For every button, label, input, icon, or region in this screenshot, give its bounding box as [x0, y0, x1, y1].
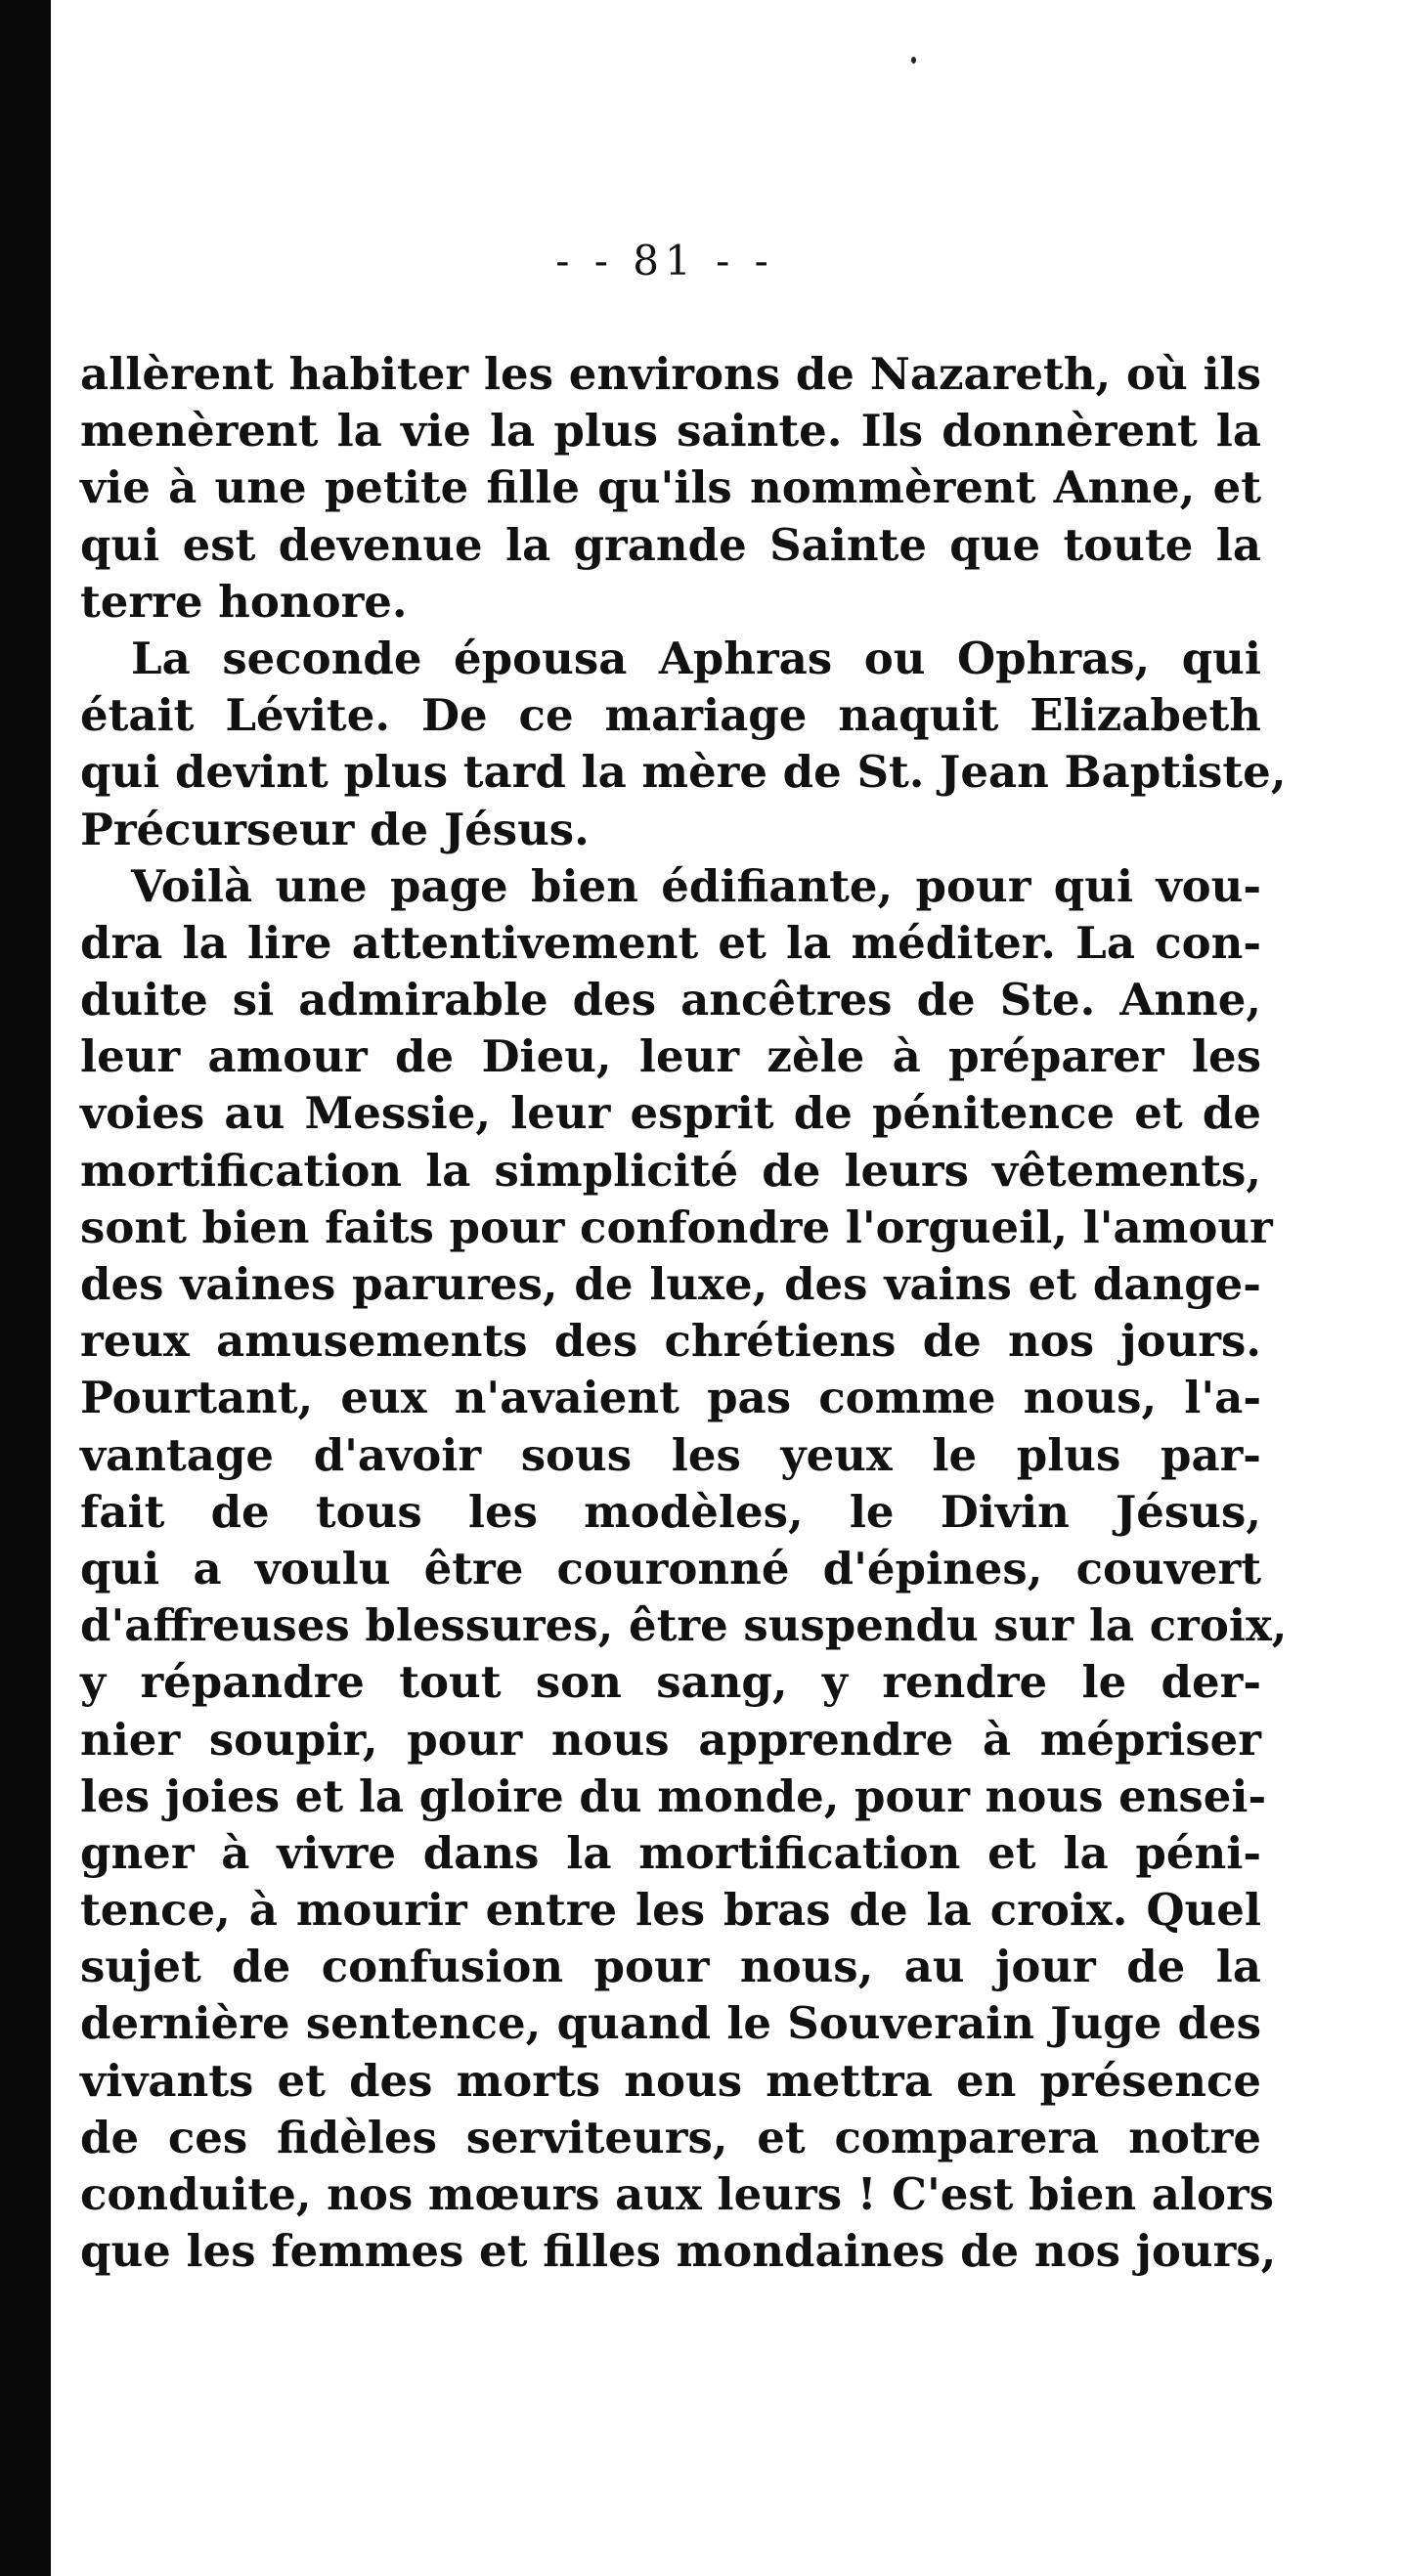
text-line: dernière sentence, quand le Souverain Juge des: [80, 1997, 1261, 2050]
text-line: d'affreuses blessures, être suspendu sur la croix,: [80, 1599, 1288, 1652]
text-line: vie à une petite fille qu'ils nommèrent Anne, et: [80, 461, 1261, 514]
text-line: y répandre tout son sang, y rendre le der-: [80, 1656, 1261, 1709]
text-line: sont bien faits pour confondre l'orgueil, l'amour: [80, 1201, 1273, 1253]
text-line: qui devint plus tard la mère de St. Jean Baptiste,: [80, 746, 1287, 799]
ink-speck: [911, 57, 916, 64]
body-text: [80, 346, 1288, 2280]
text-line: leur amour de Dieu, leur zèle à préparer les: [80, 1030, 1261, 1083]
text-line: allèrent habiter les environs de Nazareth, où ils: [80, 348, 1261, 400]
text-line: les joies et la gloire du monde, pour nous ensei-: [80, 1769, 1267, 1822]
text-line: mortification la simplicité de leurs vêtements,: [80, 1144, 1261, 1197]
text-line: était Lévite. De ce mariage naquit Elizabeth: [80, 689, 1261, 742]
text-line: menèrent la vie la plus sainte. Ils donnèrent la: [80, 405, 1261, 458]
text-line: Précurseur de Jésus.: [80, 803, 590, 855]
text-line: reux amusements des chrétiens de nos jours.: [80, 1315, 1261, 1368]
text-line: duite si admirable des ancêtres de Ste. Anne,: [80, 974, 1261, 1026]
text-line: de ces fidèles serviteurs, et comparera notre: [80, 2111, 1261, 2163]
text-line: tence, à mourir entre les bras de la croix. Quel: [80, 1884, 1261, 1937]
text-line: gner à vivre dans la mortification et la péni-: [80, 1826, 1261, 1879]
text-line: voies au Messie, leur esprit de pénitence et de: [80, 1087, 1261, 1140]
text-line: fait de tous les modèles, le Divin Jésus,: [80, 1485, 1261, 1538]
text-line: La seconde épousa Aphras ou Ophras, qui: [131, 632, 1261, 684]
text-line: vantage d'avoir sous les yeux le plus par-: [80, 1428, 1261, 1481]
text-line: terre honore.: [80, 575, 408, 628]
text-line: qui est devenue la grande Sainte que toute la: [80, 518, 1261, 571]
page-binding-edge: [0, 0, 51, 2576]
text-line: des vaines parures, de luxe, des vains et dange-: [80, 1258, 1261, 1310]
text-line: sujet de confusion pour nous, au jour de la: [80, 1941, 1261, 1993]
text-line: vivants et des morts nous mettra en présence: [80, 2054, 1261, 2107]
text-line: conduite, nos mœurs aux leurs ! C'est bien alors: [80, 2168, 1275, 2220]
text-line: Pourtant, eux n'avaient pas comme nous, l'a-: [80, 1372, 1261, 1424]
page-number: - - 81 - -: [555, 237, 774, 284]
text-line: nier soupir, pour nous apprendre à mépriser: [80, 1713, 1261, 1766]
text-line: que les femmes et filles mondaines de nos jours,: [80, 2225, 1277, 2278]
text-line: dra la lire attentivement et la méditer. La con-: [80, 916, 1261, 969]
text-line: Voilà une page bien édifiante, pour qui vou-: [131, 859, 1261, 912]
text-line: qui a voulu être couronné d'épines, couvert: [80, 1542, 1261, 1594]
